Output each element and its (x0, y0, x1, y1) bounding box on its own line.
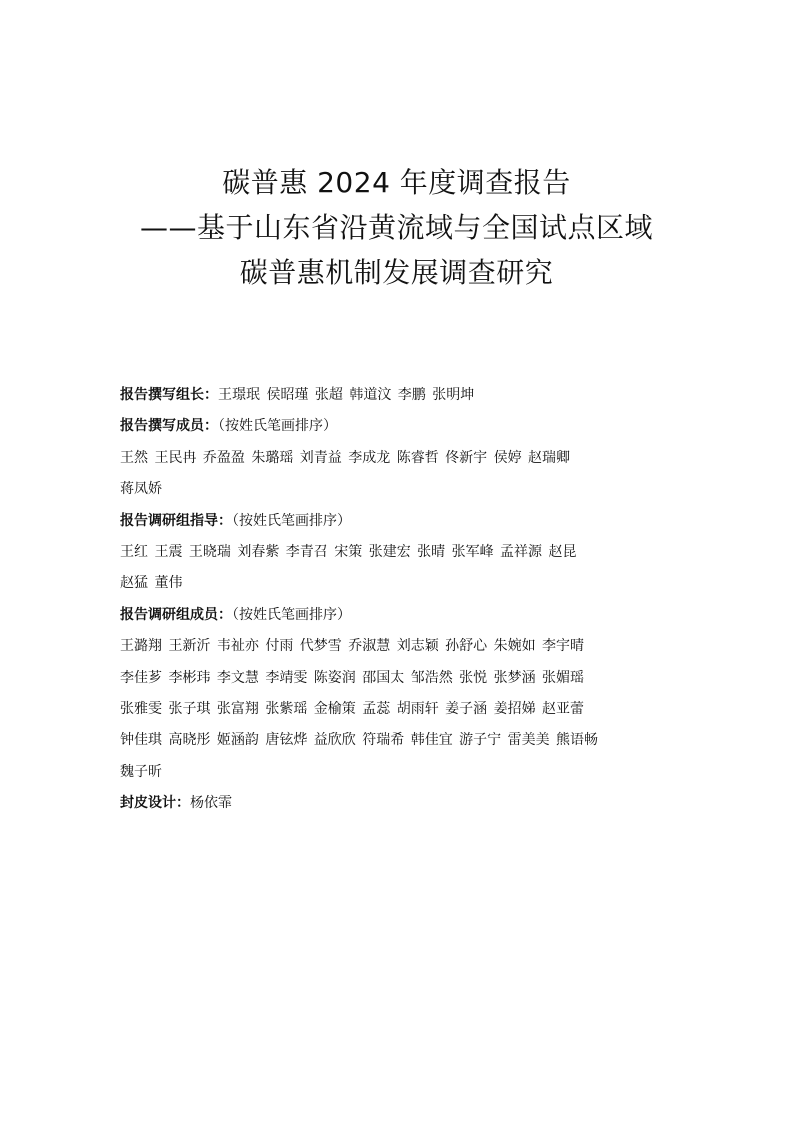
title-line-3: 碳普惠机制发展调查研究 (239, 256, 554, 289)
research-advisors-names-1: 王红 王震 王晓瑞 刘春紫 李青召 宋策 张建宏 张晴 张军峰 孟祥源 赵昆 (120, 544, 577, 561)
research-members-note: （按姓氏笔画排序） (232, 606, 351, 623)
report-title (0, 160, 793, 295)
writing-members-heading (120, 411, 680, 442)
research-members-names-5: 魏子昕 (120, 763, 162, 780)
research-members-names-2: 李佳芗 李彬玮 李文慧 李靖雯 陈姿润 邵国太 邹浩然 张悦 张梦涵 张媚瑶 (120, 669, 585, 686)
cover-design-row (120, 788, 680, 819)
writing-leader-label: 报告撰写组长： (120, 387, 218, 403)
research-advisors-heading (120, 506, 680, 537)
writing-leader-names: 王璟珉 侯昭瑾 张超 韩道汶 李鹏 张明坤 (218, 387, 475, 403)
research-members-names-4: 钟佳琪 高晓彤 姬涵韵 唐铉烨 益欣欣 符瑞希 韩佳宜 游子宁 雷美美 熊语畅 (120, 732, 599, 749)
title-line-1: 碳普惠 2024 年度调查报告 (222, 166, 571, 199)
credits-section (120, 380, 680, 820)
research-members-names-1: 王潞翔 王新沂 韦祉亦 付雨 代梦雪 乔淑慧 刘志颖 孙舒心 朱婉如 李宇晴 (120, 638, 585, 655)
research-advisors-names-2: 赵猛 董伟 (120, 575, 183, 592)
writing-members-label: 报告撰写成员： (120, 418, 218, 435)
research-members-names-3: 张雅雯 张子琪 张富翔 张紫瑶 金榆策 孟蕊 胡雨轩 姜子涵 姜招娣 赵亚蕾 (120, 701, 585, 718)
research-members-label: 报告调研组成员： (120, 606, 232, 623)
writing-members-names-1: 王然 王民冉 乔盈盈 朱璐瑶 刘青益 李成龙 陈睿哲 佟新宇 侯婷 赵瑞卿 (120, 449, 571, 466)
writing-members-note: （按姓氏笔画排序） (218, 418, 337, 435)
writing-leader-row (120, 380, 680, 411)
title-line-2: ——基于山东省沿黄流域与全国试点区域 (139, 211, 653, 244)
research-advisors-label: 报告调研组指导： (120, 512, 232, 529)
research-advisors-note: （按姓氏笔画排序） (232, 512, 351, 529)
writing-members-names-2: 蒋凤娇 (120, 481, 162, 498)
cover-design-names: 杨依霏 (190, 795, 232, 812)
research-members-heading (120, 600, 680, 631)
cover-design-label: 封皮设计： (120, 795, 190, 812)
